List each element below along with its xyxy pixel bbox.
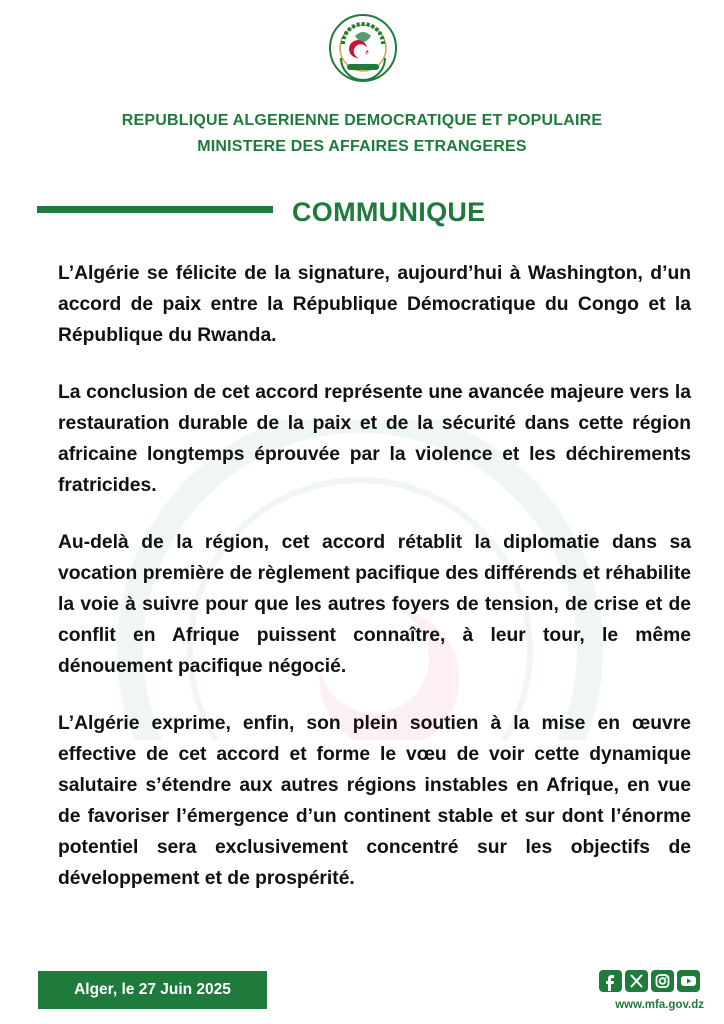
- title-accent-bar: [37, 206, 273, 213]
- ministry-name: MINISTERE DES AFFAIRES ETRANGERES: [197, 138, 527, 155]
- facebook-icon[interactable]: [599, 970, 622, 992]
- paragraph-1: L’Algérie se félicite de la signature, aujourd’hui à Washington, d’un accord de paix entre la République Démocratique du Congo et la République du Rwanda.: [58, 263, 691, 346]
- youtube-icon[interactable]: [677, 970, 700, 992]
- x-icon[interactable]: [625, 970, 648, 992]
- communique-body: [58, 258, 691, 920]
- website-link[interactable]: www.mfa.gov.dz: [615, 999, 704, 1011]
- social-links: [599, 970, 700, 992]
- paragraph-2: La conclusion de cet accord représente une avancée majeure vers la restauration durable de la paix et de la sécurité dans cette région africaine longtemps éprouvée par la violence et les déchirements fratricides.: [58, 382, 691, 496]
- page-title: COMMUNIQUE: [292, 197, 486, 227]
- ministry-emblem-logo: [329, 14, 397, 82]
- title-row: [0, 196, 724, 230]
- paragraph-3: Au-delà de la région, cet accord rétablit la diplomatie dans sa vocation première de règlement pacifique des différends et réhabilite la voie à suivre pour que les autres foyers de tension, de crise et de conflit en Afrique puissent connaître, à leur tour, le même dénouement pacifique négocié.: [58, 532, 691, 677]
- document-header: [0, 108, 724, 160]
- republic-name: REPUBLIQUE ALGERIENNE DEMOCRATIQUE ET POPULAIRE: [121, 112, 603, 129]
- date-badge: Alger, le 27 Juin 2025: [38, 971, 267, 1009]
- instagram-icon[interactable]: [651, 970, 674, 992]
- paragraph-4: L’Algérie exprime, enfin, son plein soutien à la mise en œuvre effective de cet accord et forme le vœu de voir cette dynamique salutaire s’étendre aux autres régions instables en Afrique, en vue de favoriser l’émergence d’un continent stable et sur dont l’énorme potentiel sera exclusivement concentré sur les objectifs de développement et de prospérité.: [58, 713, 691, 889]
